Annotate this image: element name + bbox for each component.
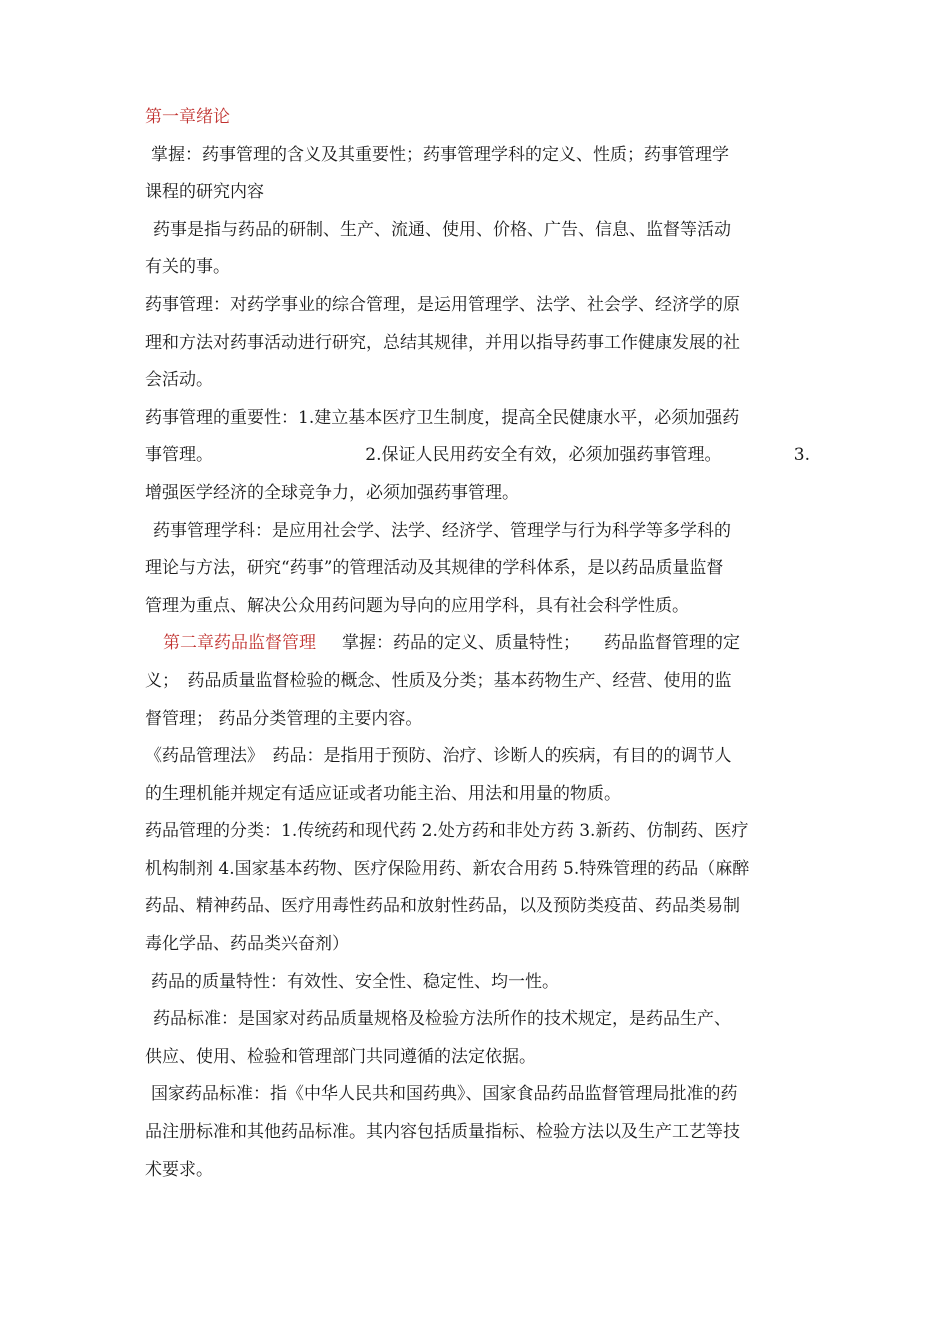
importance-part-c: 3. <box>793 445 810 466</box>
chapter2-mastery-line-3: 督管理； 药品分类管理的主要内容。 <box>145 708 423 729</box>
national-standard-line-2: 品注册标准和其他药品标准。其内容包括质量指标、检验方法以及生产工艺等技 <box>145 1122 740 1143</box>
discipline-line-1: 药事管理学科：是应用社会学、法学、经济学、管理学与行为科学等多学科的 <box>153 520 731 541</box>
importance-line-2 <box>145 437 810 475</box>
pharmacy-affairs-line-2: 有关的事。 <box>145 257 230 278</box>
chapter1-mastery-line-1: 掌握：药事管理的含义及其重要性；药事管理学科的定义、性质；药事管理学 <box>151 144 729 165</box>
management-line-1: 药事管理：对药学事业的综合管理，是运用管理学、法学、社会学、经济学的原 <box>145 294 740 315</box>
chapter1-title: 第一章绪论 <box>145 107 230 127</box>
chapter2-mastery-a: 掌握：药品的定义、质量特性； <box>342 633 580 654</box>
chapter2-mastery-b: 药品监督管理的定 <box>604 633 740 654</box>
classification-line-2: 机构制剂 4.国家基本药物、医疗保险用药、新农合用药 5.特殊管理的药品（麻醉 <box>145 858 750 879</box>
chapter2-heading-line <box>145 625 810 663</box>
classification-line-3: 药品、精神药品、医疗用毒性药品和放射性药品，以及预防类疫苗、药品类易制 <box>145 896 740 917</box>
importance-line-1: 药事管理的重要性：1.建立基本医疗卫生制度，提高全民健康水平，必须加强药 <box>145 407 740 428</box>
importance-line-3: 增强医学经济的全球竞争力，必须加强药事管理。 <box>145 482 519 503</box>
chapter2-title: 第二章药品监督管理 <box>163 633 316 654</box>
national-standard-line-1: 国家药品标准：指《中华人民共和国药典》、国家食品药品监督管理局批准的药 <box>151 1084 738 1105</box>
importance-part-b: 2.保证人民用药安全有效，必须加强药事管理。 <box>365 445 722 466</box>
chapter2-mastery-line-2: 义； 药品质量监督检验的概念、性质及分类；基本药物生产、经营、使用的监 <box>145 670 732 691</box>
discipline-line-3: 管理为重点、解决公众用药问题为导向的应用学科，具有社会科学性质。 <box>145 595 689 616</box>
quality-line: 药品的质量特性：有效性、安全性、稳定性、均一性。 <box>151 971 559 992</box>
standard-line-2: 供应、使用、检验和管理部门共同遵循的法定依据。 <box>145 1046 536 1067</box>
management-line-2: 理和方法对药事活动进行研究，总结其规律，并用以指导药事工作健康发展的社 <box>145 332 740 353</box>
classification-line-4: 毒化学品、药品类兴奋剂） <box>145 934 349 955</box>
pharmacy-affairs-line-1: 药事是指与药品的研制、生产、流通、使用、价格、广告、信息、监督等活动 <box>153 219 731 240</box>
standard-line-1: 药品标准：是国家对药品质量规格及检验方法所作的技术规定，是药品生产、 <box>153 1009 731 1030</box>
importance-part-a: 事管理。 <box>145 445 213 466</box>
document-page <box>145 99 810 1189</box>
national-standard-line-3: 术要求。 <box>145 1159 213 1180</box>
classification-line-1: 药品管理的分类：1.传统药和现代药 2.处方药和非处方药 3.新药、仿制药、医疗 <box>145 821 749 842</box>
management-line-3: 会活动。 <box>145 370 213 391</box>
discipline-line-2: 理论与方法，研究“药事”的管理活动及其规律的学科体系，是以药品质量监督 <box>145 558 724 579</box>
drug-definition-line-1: 《药品管理法》 药品：是指用于预防、治疗、诊断人的疾病，有目的的调节人 <box>145 746 732 767</box>
drug-definition-line-2: 的生理机能并规定有适应证或者功能主治、用法和用量的物质。 <box>145 783 621 804</box>
chapter1-mastery-line-2: 课程的研究内容 <box>145 182 264 203</box>
